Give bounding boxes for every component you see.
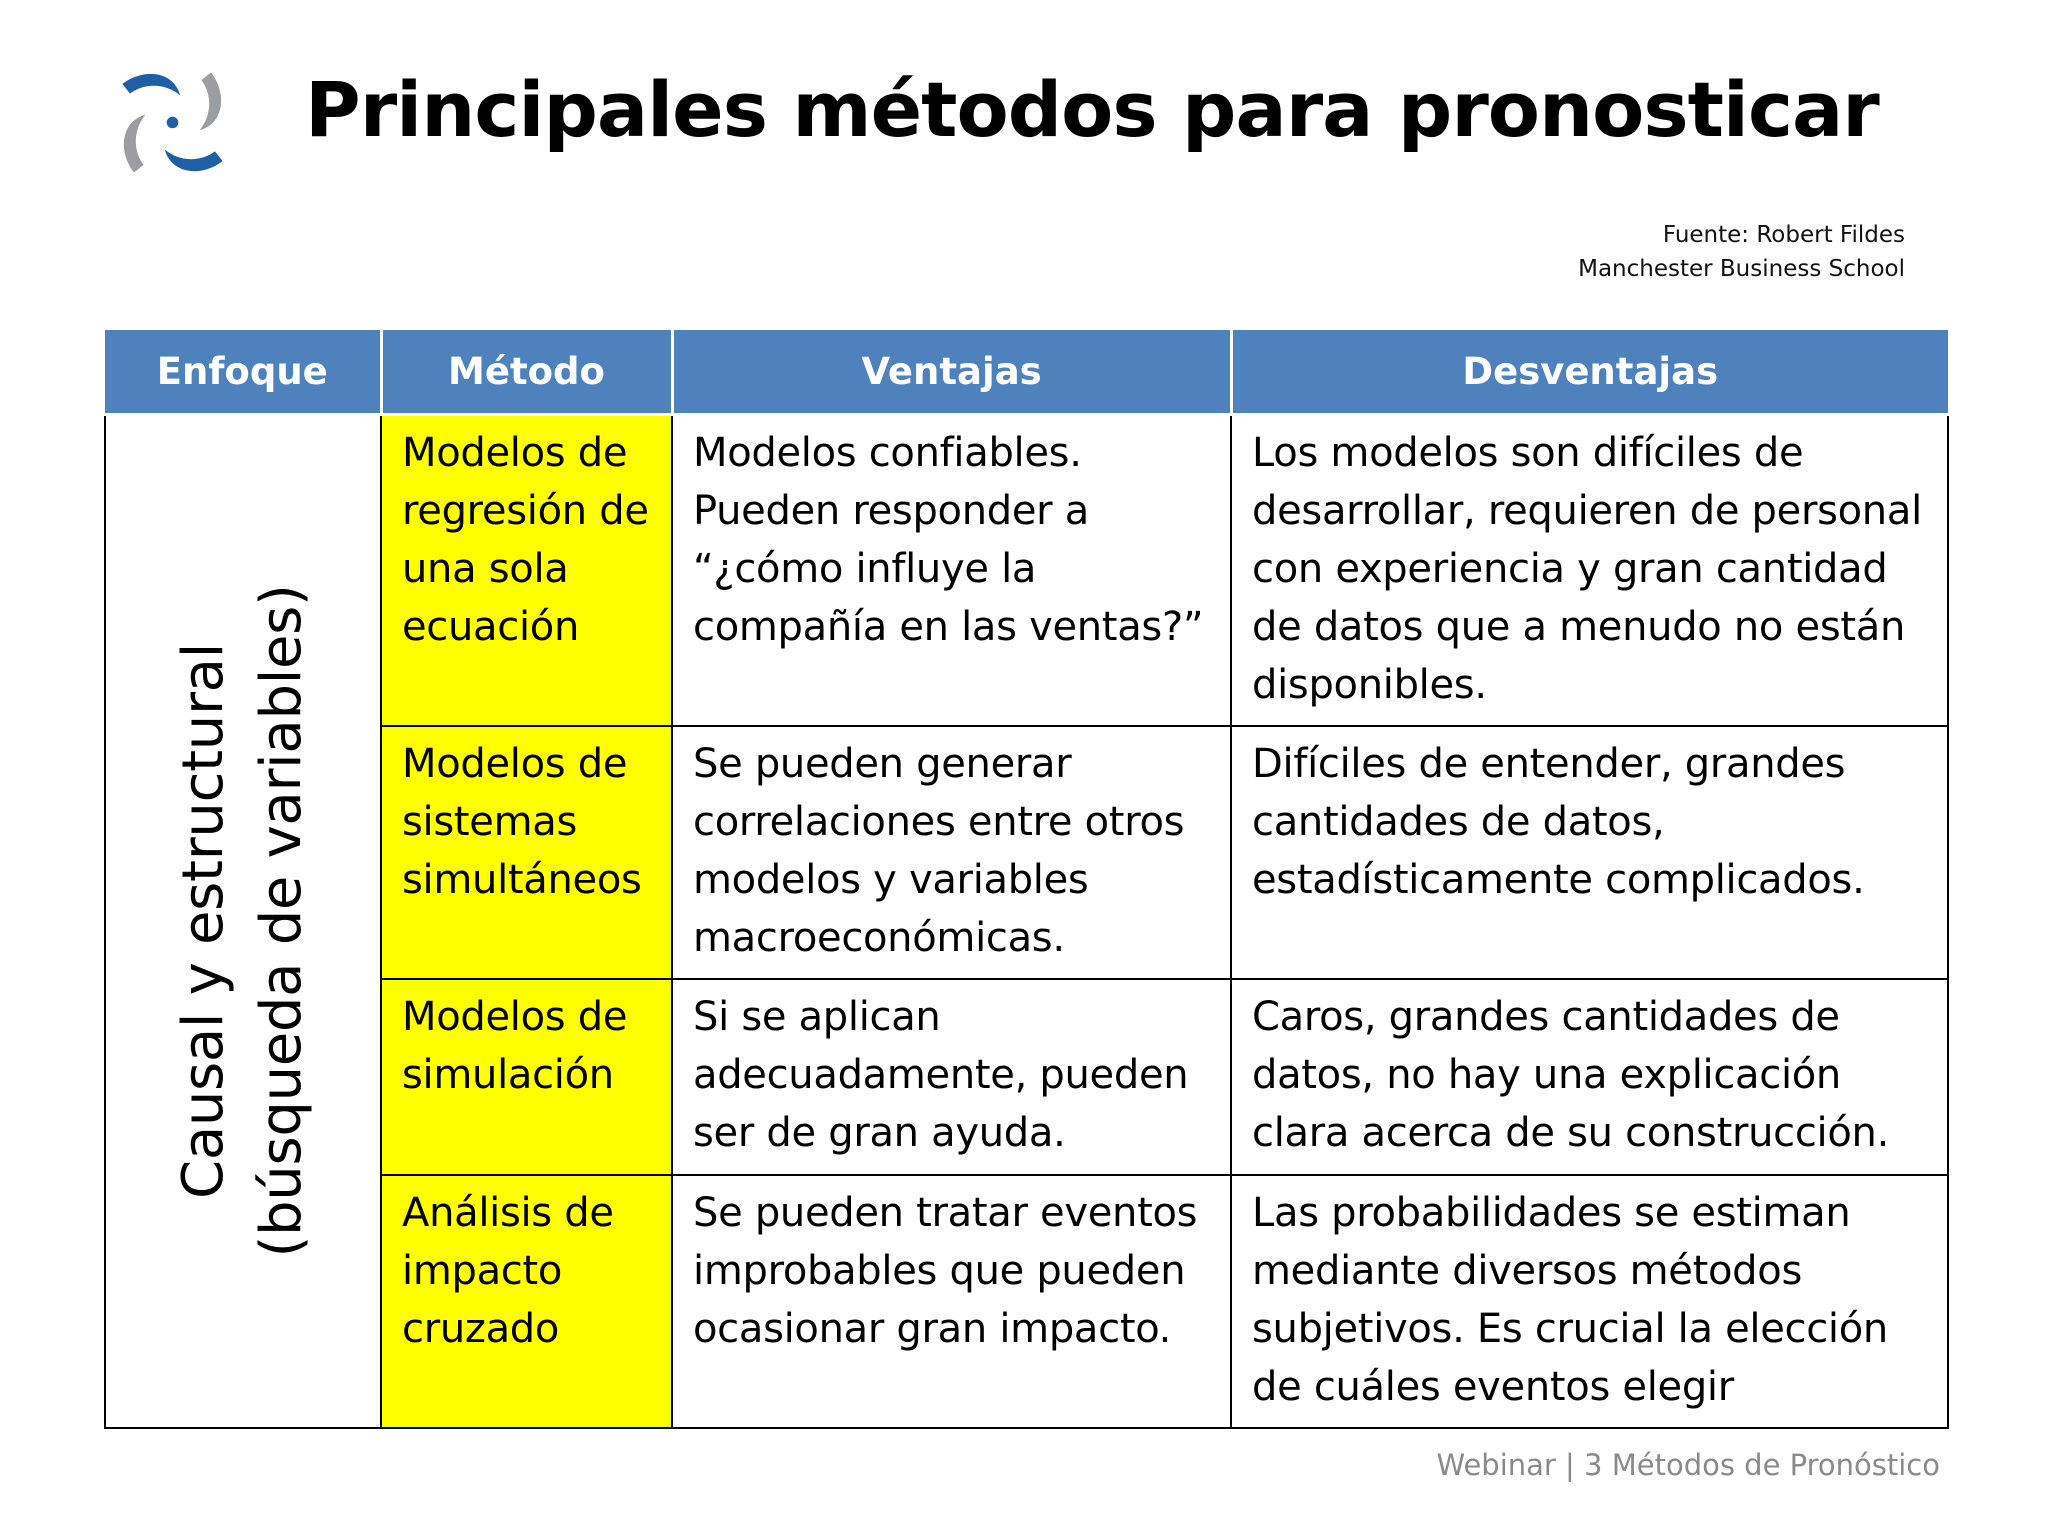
header-enfoque: Enfoque	[105, 330, 381, 415]
source-line-2: Manchester Business School	[1578, 256, 1905, 282]
table-row	[105, 726, 1948, 979]
methods-table	[104, 330, 1949, 1429]
header-desventajas: Desventajas	[1231, 330, 1948, 415]
enfoque-cell	[105, 415, 381, 1428]
enfoque-line-1: Causal y estructural	[171, 643, 236, 1200]
metodo-cell: Análisis de impacto cruzado	[381, 1175, 672, 1428]
footer-caption: Webinar | 3 Métodos de Pronóstico	[1436, 1448, 1940, 1482]
ventajas-cell: Se pueden generar correlaciones entre otros modelos y variables macroeconómicas.	[672, 726, 1231, 979]
metodo-cell: Modelos de sistemas simultáneos	[381, 726, 672, 979]
table-row	[105, 979, 1948, 1175]
enfoque-label	[165, 585, 321, 1258]
company-logo-icon	[100, 55, 245, 190]
ventajas-cell: Modelos confiables. Pueden responder a “¿cómo influye la compañía en las ventas?”	[672, 415, 1231, 726]
source-citation	[1578, 218, 1905, 286]
ventajas-cell: Si se aplican adecuadamente, pueden ser de gran ayuda.	[672, 979, 1231, 1175]
metodo-cell: Modelos de regresión de una sola ecuación	[381, 415, 672, 726]
header-ventajas: Ventajas	[672, 330, 1231, 415]
metodo-cell: Modelos de simulación	[381, 979, 672, 1175]
table-row	[105, 1175, 1948, 1428]
ventajas-cell: Se pueden tratar eventos improbables que pueden ocasionar gran impacto.	[672, 1175, 1231, 1428]
table-row	[105, 415, 1948, 726]
desventajas-cell: Las probabilidades se estiman mediante diversos métodos subjetivos. Es crucial la elección de cuáles eventos elegir	[1231, 1175, 1948, 1428]
desventajas-cell: Los modelos son difíciles de desarrollar, requieren de personal con experiencia y gran cantidad de datos que a menudo no están disponibles.	[1231, 415, 1948, 726]
desventajas-cell: Caros, grandes cantidades de datos, no hay una explicación clara acerca de su construcción.	[1231, 979, 1948, 1175]
table-header-row	[105, 330, 1948, 415]
page-title: Principales métodos para pronosticar	[305, 65, 1879, 154]
enfoque-line-2: (búsqueda de variables)	[249, 584, 314, 1258]
desventajas-cell: Difíciles de entender, grandes cantidades de datos, estadísticamente complicados.	[1231, 726, 1948, 979]
source-line-1: Fuente: Robert Fildes	[1662, 222, 1905, 248]
header-metodo: Método	[381, 330, 672, 415]
